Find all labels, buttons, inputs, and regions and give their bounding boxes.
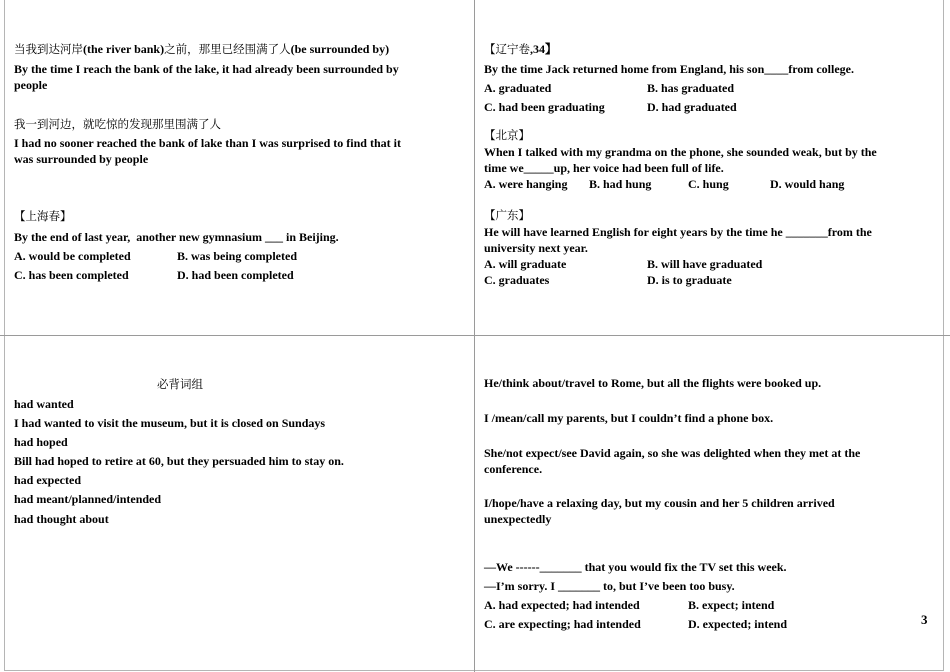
q1-cn-part1: 当我到达河岸	[14, 42, 83, 56]
exercise-2: I /mean/call my parents, but I couldn’t find a phone box.	[484, 411, 774, 425]
phrase-item: had hoped	[14, 435, 68, 449]
dialog-option-c: C. are expecting; had intended	[484, 617, 641, 631]
dialog-option-d: D. expected; intend	[688, 617, 787, 631]
liaoning-option-c: C. had been graduating	[484, 100, 605, 114]
liaoning-tag-text: 【辽宁卷	[484, 42, 530, 56]
beijing-option-a: A. were hanging	[484, 177, 568, 191]
q1-en-part1: (the river bank)	[83, 42, 165, 56]
vertical-divider	[474, 0, 475, 672]
shanghai-option-d: D. had been completed	[177, 268, 294, 282]
q1-cn-part2: 之前，那里已经围满了人	[164, 42, 291, 56]
shanghai-option-c: C. has been completed	[14, 268, 129, 282]
dialog-option-b: B. expect; intend	[688, 598, 775, 612]
q1-en-part2: (be surrounded by)	[290, 42, 390, 56]
phrase-item: Bill had hoped to retire at 60, but they persuaded him to stay on.	[14, 454, 344, 468]
dialog-line-1: —We ------_______ that you would fix the TV set this week.	[484, 560, 787, 574]
exercise-4a: I/hope/have a relaxing day, but my cousin and her 5 children arrived	[484, 496, 835, 510]
page-number: 3	[921, 612, 928, 627]
guangdong-tag: 【广东】	[484, 208, 530, 222]
beijing-question-1: When I talked with my grandma on the phone, she sounded weak, but by the	[484, 145, 877, 159]
beijing-option-b: B. had hung	[589, 177, 652, 191]
dialog-line-2: —I’m sorry. I _______ to, but I’ve been too busy.	[484, 579, 735, 593]
liaoning-tag	[484, 41, 557, 57]
exercise-3a: She/not expect/see David again, so she was delighted when they met at the	[484, 446, 861, 460]
shanghai-option-a: A. would be completed	[14, 249, 131, 263]
shanghai-option-b: B. was being completed	[177, 249, 297, 263]
q1-english-1: By the time I reach the bank of the lake, it had already been surrounded by	[14, 62, 399, 76]
shanghai-tag: 【上海春】	[14, 209, 72, 223]
exercise-1: He/think about/travel to Rome, but all the flights were booked up.	[484, 376, 822, 390]
beijing-question-2: time we_____up, her voice had been full of life.	[484, 161, 724, 175]
guangdong-option-b: B. will have graduated	[647, 257, 763, 271]
q1-english-1b: people	[14, 78, 48, 92]
phrase-item: I had wanted to visit the museum, but it is closed on Sundays	[14, 416, 326, 430]
beijing-option-c: C. hung	[688, 177, 729, 191]
guangdong-question-2: university next year.	[484, 241, 588, 255]
dialog-option-a: A. had expected; had intended	[484, 598, 640, 612]
exercise-3b: conference.	[484, 462, 543, 476]
liaoning-option-d: D. had graduated	[647, 100, 737, 114]
liaoning-option-b: B. has graduated	[647, 81, 735, 95]
phrase-item: had wanted	[14, 397, 74, 411]
liaoning-question: By the time Jack returned home from England, his son____from college.	[484, 62, 854, 76]
exercise-4b: unexpectedly	[484, 512, 552, 526]
shanghai-question: By the end of last year, another new gymnasium ___ in Beijing.	[14, 230, 339, 244]
beijing-option-d: D. would hang	[770, 177, 845, 191]
q1-english-2b: was surrounded by people	[14, 152, 149, 166]
phrase-item: had meant/planned/intended	[14, 492, 162, 506]
guangdong-question-1: He will have learned English for eight years by the time he _______from the	[484, 225, 872, 239]
liaoning-option-a: A. graduated	[484, 81, 552, 95]
phrase-item: had thought about	[14, 512, 109, 526]
guangdong-option-c: C. graduates	[484, 273, 550, 287]
q1-chinese-2: 我一到河边，就吃惊的发现那里围满了人	[14, 117, 221, 131]
q1-english-2: I had no sooner reached the bank of lake than I was surprised to find that it	[14, 136, 401, 150]
phrases-title: 必背词组	[157, 377, 203, 391]
phrase-item: had expected	[14, 473, 81, 487]
beijing-tag: 【北京】	[484, 128, 530, 142]
horizontal-divider	[0, 335, 950, 336]
guangdong-option-a: A. will graduate	[484, 257, 567, 271]
guangdong-option-d: D. is to graduate	[647, 273, 732, 287]
liaoning-tag-num: ,34】	[530, 42, 558, 56]
q1-chinese-line	[14, 41, 389, 57]
